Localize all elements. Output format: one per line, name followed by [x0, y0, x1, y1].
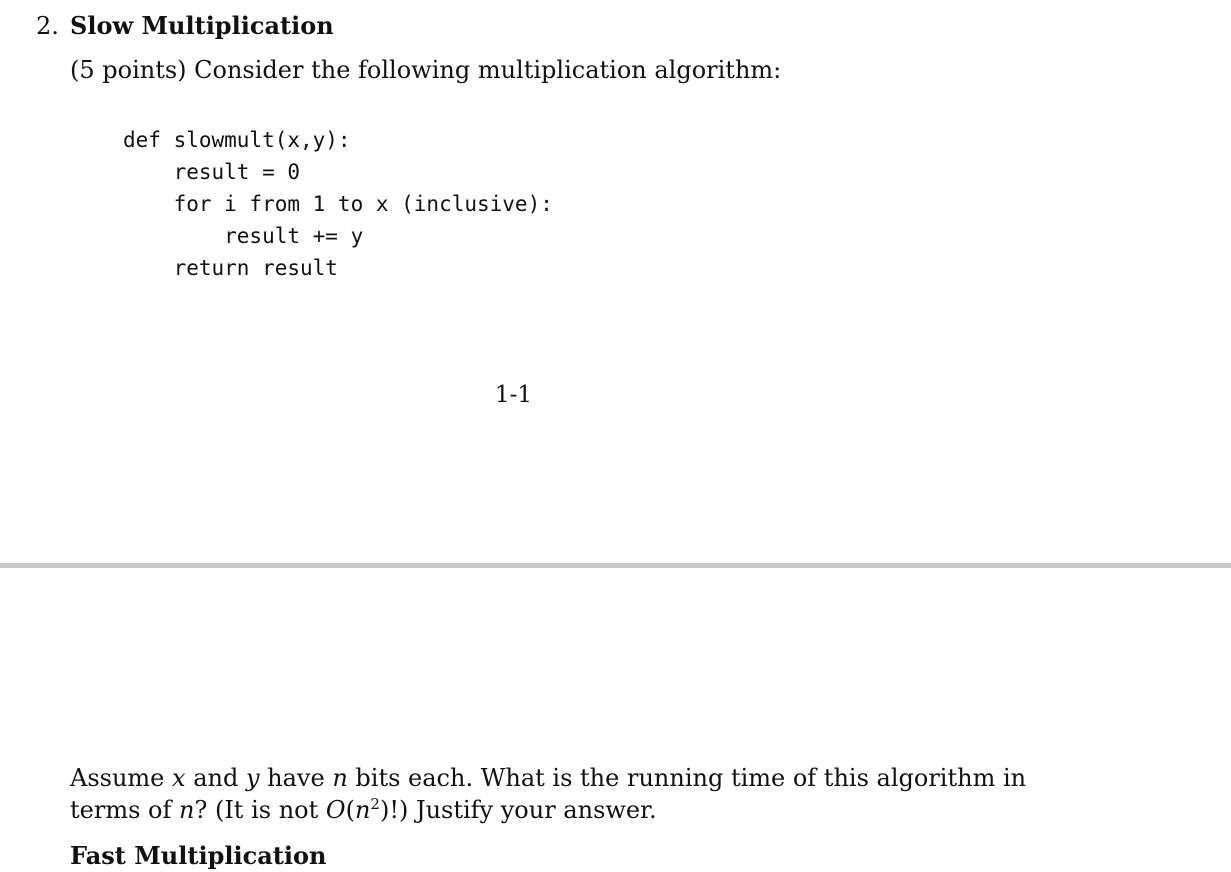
- question-text-part: (: [345, 796, 355, 824]
- question-text-part: ? (It is not: [194, 796, 326, 824]
- problem-title: Slow Multiplication: [70, 11, 334, 40]
- code-line: def slowmult(x,y):: [123, 128, 351, 152]
- code-block: [123, 124, 553, 284]
- question-text-part: and: [185, 764, 246, 792]
- code-line: result += y: [123, 224, 364, 248]
- code-line: for i from 1 to x (inclusive):: [123, 192, 553, 216]
- question-text-part: have: [259, 764, 333, 792]
- question-text-part: )!) Justify your answer.: [379, 796, 657, 824]
- math-big-o: O: [325, 796, 346, 824]
- code-line: result = 0: [123, 160, 301, 184]
- math-var-n: n: [332, 764, 348, 792]
- page-number: 1-1: [494, 382, 533, 408]
- question-text: [70, 762, 1070, 826]
- math-var-n: n: [354, 796, 371, 824]
- question-text-part: bits each. What is the running time of this algorithm in terms of: [70, 764, 1027, 824]
- question-text-part: Assume: [70, 764, 173, 792]
- code-line: return result: [123, 256, 338, 280]
- math-var-x: x: [172, 764, 186, 792]
- math-var-y: y: [245, 764, 260, 792]
- problem-number: 2.: [36, 12, 59, 40]
- math-exponent: 2: [370, 795, 380, 813]
- problem-intro: (5 points) Consider the following multiplication algorithm:: [70, 56, 782, 84]
- math-var-n: n: [178, 796, 195, 824]
- next-problem-heading: Fast Multiplication: [70, 841, 327, 870]
